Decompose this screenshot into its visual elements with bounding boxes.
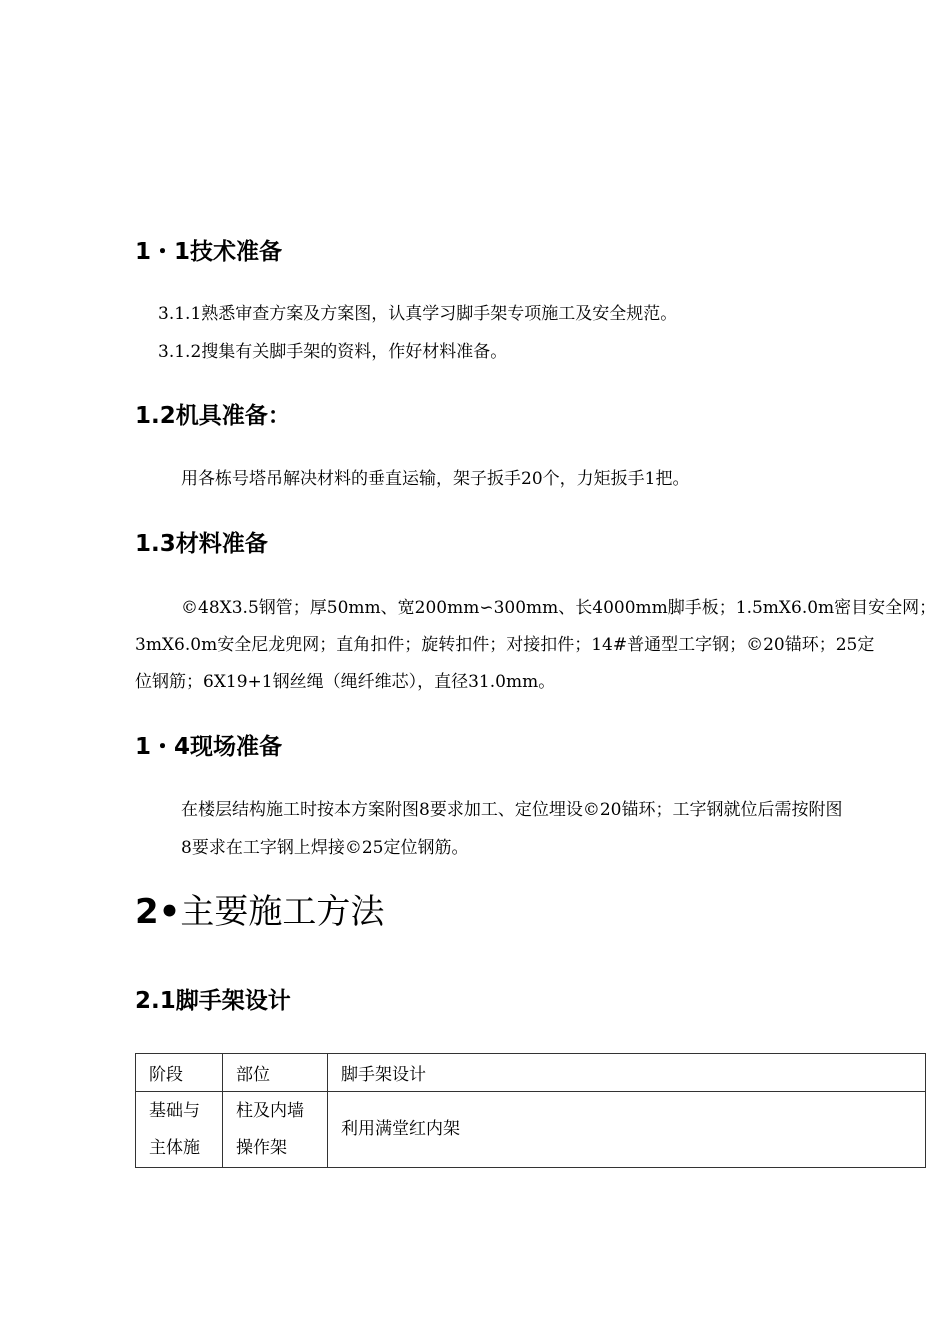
table-header-row [136,1054,926,1092]
tech-prep-item-1: 3.1.1熟悉审查方案及方案图，认真学习脚手架专项施工及安全规范。 [158,304,678,324]
table-cell-design: 利用满堂红内架 [328,1092,926,1168]
heading-machine-prep: 1.2机具准备： [135,403,291,429]
heading-scaffold-design: 2.1脚手架设计 [135,988,291,1014]
table-header-cell: 阶段 [136,1054,223,1092]
machine-prep-text: 用各栋号塔吊解决材料的垂直运输，架子扳手20个，力矩扳手1把。 [181,469,690,489]
table-header-cell: 部位 [223,1054,328,1092]
heading-material-prep: 1.3材料准备 [135,531,268,557]
cell-line: 柱及内墙 [236,1100,304,1121]
material-prep-line-3: 位钢筋；6X19+1钢丝绳（绳纤维芯），直径31.0mm。 [135,672,556,692]
site-prep-line-2: 8要求在工字钢上焊接©25定位钢筋。 [181,838,469,858]
cell-line: 基础与 [149,1100,200,1121]
chapter-heading [135,890,384,934]
material-prep-line-2: 3mX6.0m安全尼龙兜网；直角扣件；旋转扣件；对接扣件；14#普通型工字钢；©20锚环；25定 [135,635,875,655]
cell-line: 主体施 [149,1137,200,1158]
chapter-number: 2• [135,892,181,932]
table-cell-stage [136,1092,223,1168]
table-cell-part [223,1092,328,1168]
table-row [136,1092,926,1168]
chapter-title: 主要施工方法 [180,892,385,932]
table-header-cell: 脚手架设计 [328,1054,926,1092]
heading-tech-prep: 1・1技术准备 [135,239,283,265]
tech-prep-item-2: 3.1.2搜集有关脚手架的资料，作好材料准备。 [158,342,508,362]
material-prep-line-1: ©48X3.5钢管；厚50mm、宽200mm∽300mm、长4000mm脚手板；1.5mX6.0m密目安全网； [181,598,937,618]
cell-line: 操作架 [236,1137,287,1158]
scaffold-design-table [135,1053,926,1168]
site-prep-line-1: 在楼层结构施工时按本方案附图8要求加工、定位埋设©20锚环；工字钢就位后需按附图 [181,800,843,820]
heading-site-prep: 1・4现场准备 [135,734,283,760]
